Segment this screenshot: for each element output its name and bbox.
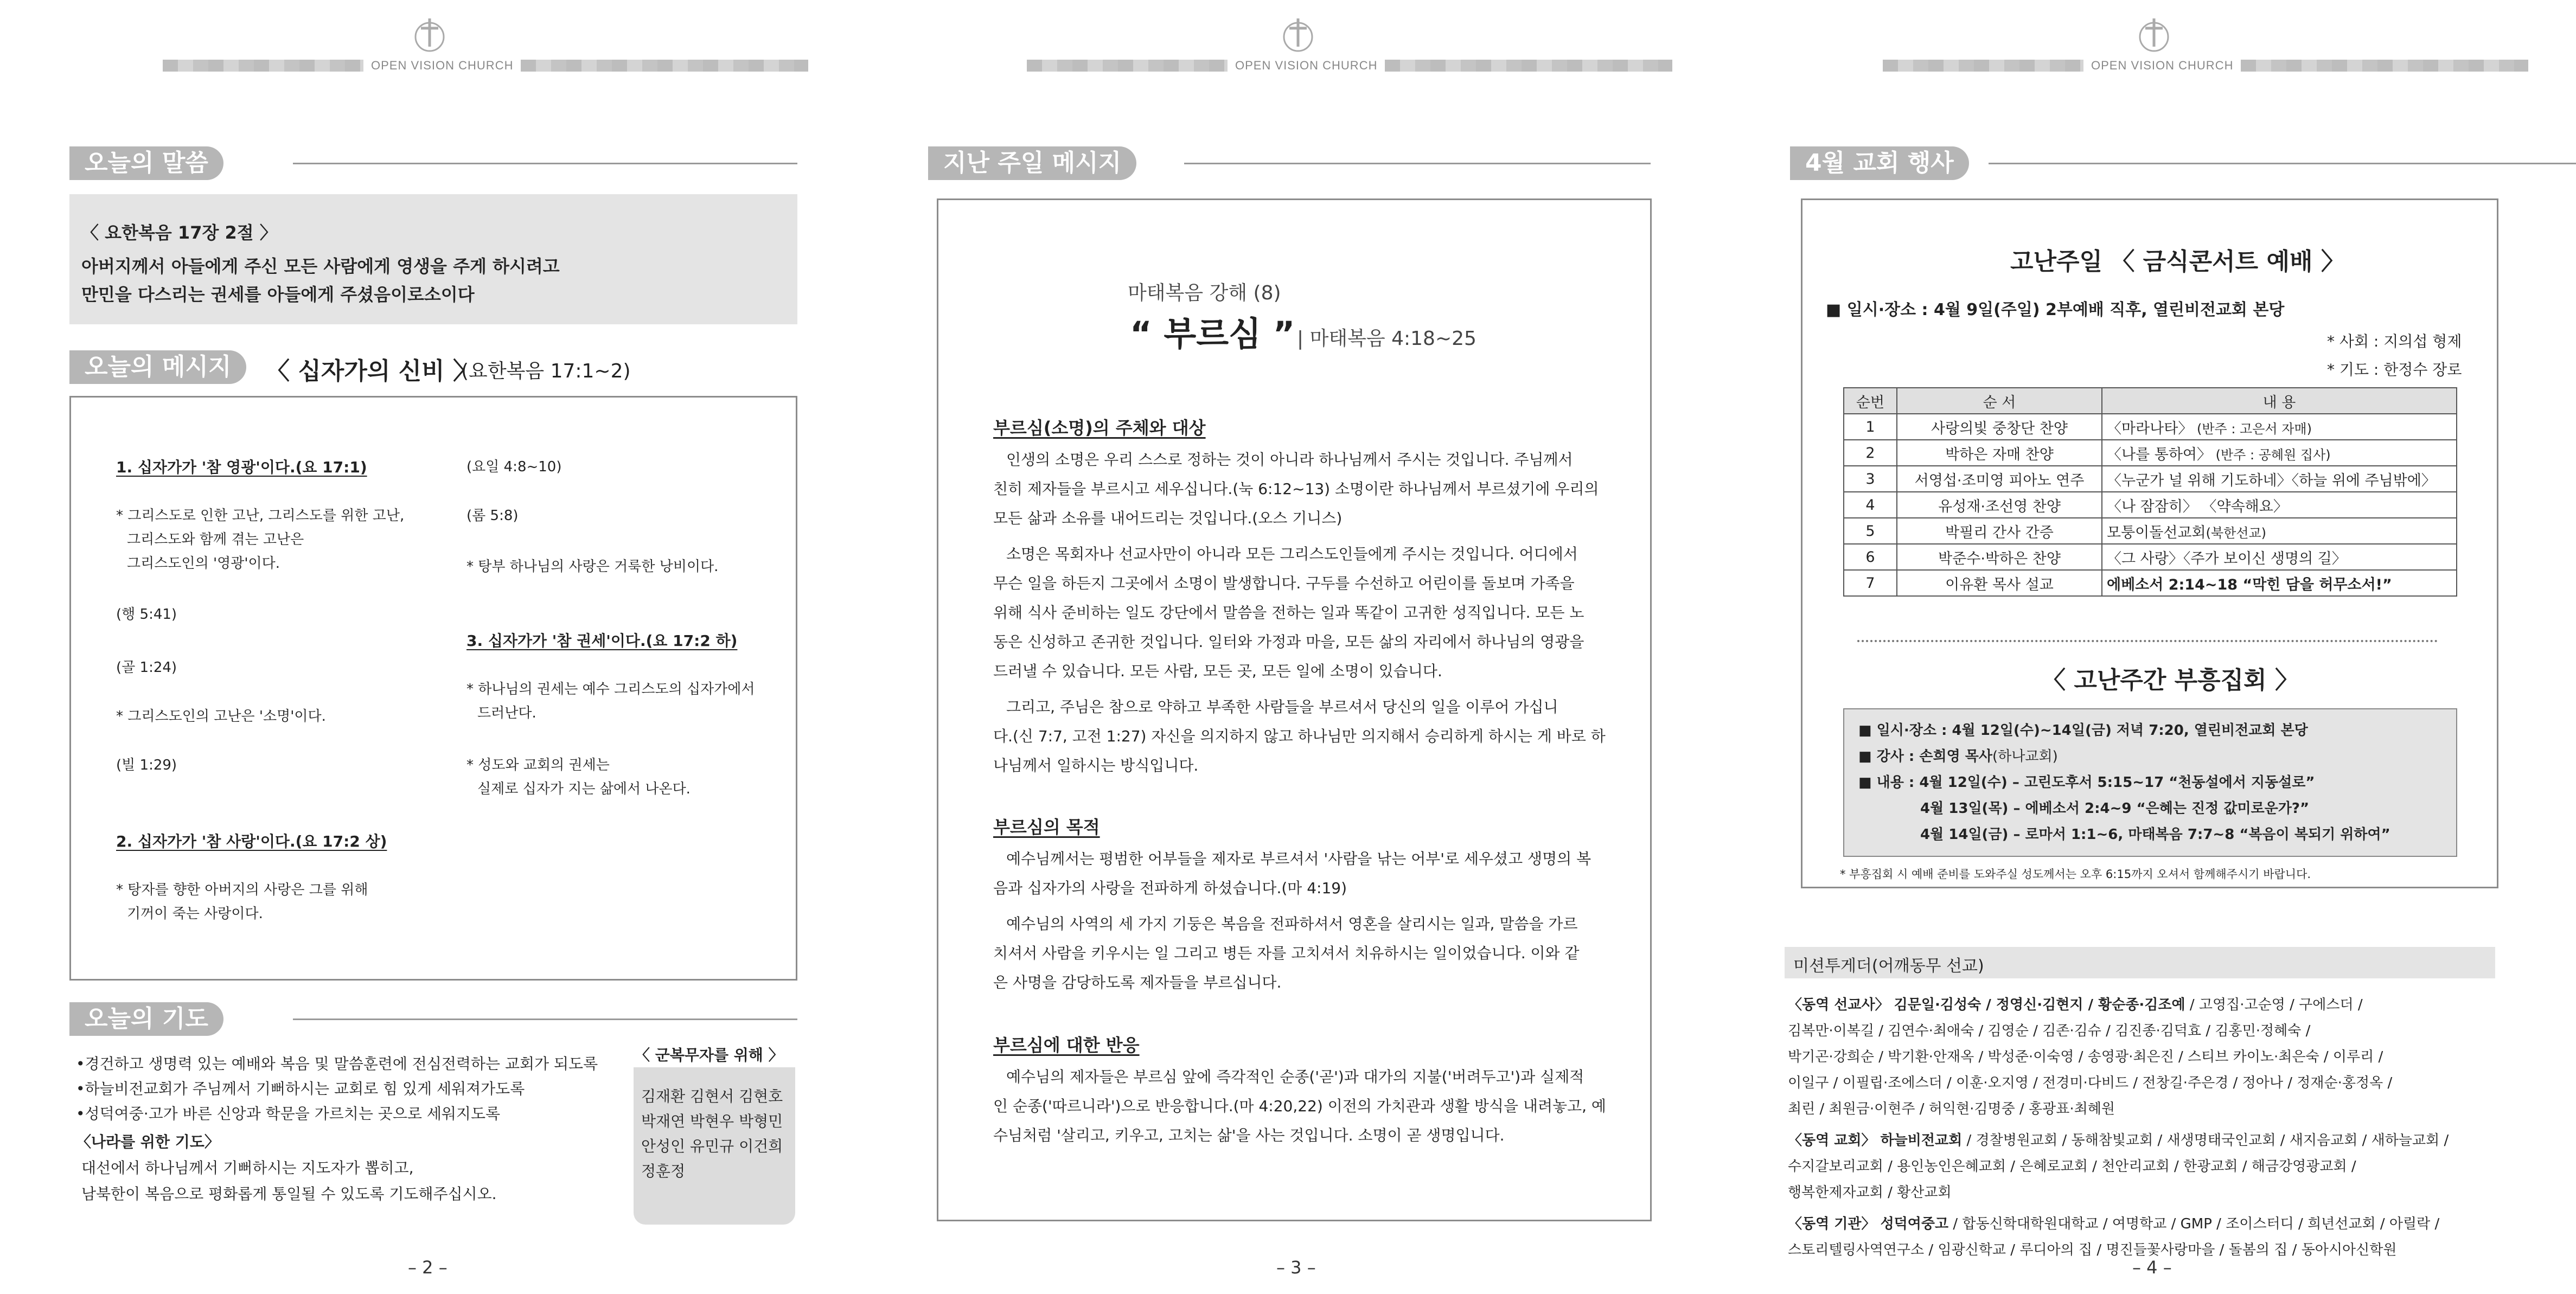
text: 위해 식사 준비하는 일도 강단에서 말씀을 전하는 일과 똑같이 고귀한 성직입니다. 모든 노 [993,604,1584,622]
row-content-main: 〈마라나타〉 [2107,420,2193,437]
mission-churches-head: 〈동역 교회〉 하늘비전교회 [1788,1132,1963,1149]
heading-2: 부르심의 목적 [993,817,1100,837]
message-reference: (요한복음 17:1~2) [461,360,631,382]
point-3-heading: 3. 십자가가 '참 권세'이다.(요 17:2 하) [466,632,738,650]
table-row [1844,466,2457,492]
row-content [2102,466,2457,492]
header-church-name: OPEN VISION CHURCH [2091,59,2234,72]
row-content-note: (반주 : 공혜원 집사) [2211,447,2331,463]
church-logo-icon [1276,14,1320,57]
mission-missionaries-head: 〈동역 선교사〉 김문일·김성숙 / 정영신·김현지 / 황순종·김조예 [1788,997,2185,1013]
scripture-ref: (요일 4:8~10) [466,459,562,475]
nation-prayer-heading: 〈나라를 위한 기도〉 [76,1133,220,1151]
word-reference: 〈 요한복음 17장 2절 〉 [81,222,277,243]
text: 예수님께서는 평범한 어부들을 제자로 부르셔서 '사람을 낚는 어부'로 세우셨고 생명의 복 [1006,850,1591,868]
row-content [2102,440,2457,466]
text: * 하나님의 권세는 예수 그리스도의 십자가에서 [466,681,755,697]
nation-prayer-line-2: 남북한이 복음으로 평화롭게 통일될 수 있도록 기도해주십시오. [81,1185,497,1203]
section-title-april-events: 4월 교회 행사 [1790,146,1969,180]
revival-speaker-name: ■ 강사 : 손희영 목사 [1858,748,1992,765]
sermon-reference: | 마태복음 4:18~25 [1297,328,1476,350]
row-number: 3 [1844,466,1897,492]
word-line-2: 만민을 다스리는 권세를 아들에게 주셨음이로소이다 [81,284,475,305]
program-table [1843,387,2457,597]
soldier-names-3: 안성인 유민규 이건희 [641,1137,783,1155]
page-3 [859,0,1717,1294]
text: 인 순종('따르니라')으로 반응합니다.(마 4:20,22) 이전의 가치관과 생활 방식을 내려놓고, 예 [993,1097,1606,1115]
header-bar [163,59,808,73]
scripture-ref: (빌 1:29) [116,757,177,773]
row-number: 1 [1844,414,1897,440]
row-number: 5 [1844,518,1897,544]
revival-speaker [1858,745,2058,765]
table-row [1844,570,2457,596]
mission-line-10: 스토리텔링사역연구소 / 임광신학교 / 루디아의 집 / 명진들꽃사랑마을 / 돌봄의 집 / 동아시아신학원 [1788,1242,2397,1258]
heading-1: 부르심(소명)의 주체와 대상 [993,418,1206,438]
text: 다.(신 7:7, 고전 1:27) 자신을 의지하지 않고 하나님만 의지해서 승리하게 하시는 게 바로 하 [993,727,1606,745]
revival-note: * 부흥집회 시 예배 준비를 도와주실 성도께서는 오후 6:15까지 오셔서 함께해주시기 바랍니다. [1840,868,2311,881]
text: 그리고, 주님은 참으로 약하고 부족한 사람들을 부르셔서 당신의 일을 이루어 가십니 [1006,698,1558,716]
mission-line-1 [1788,994,2363,1014]
mission-missionaries-rest: / 고영집·고순영 / 구에스더 / [2185,997,2363,1013]
section-title-message: 오늘의 메시지 [69,350,246,384]
point-1-heading: 1. 십자가가 '참 영광'이다.(요 17:1) [116,458,367,476]
mission-line-5: 최린 / 최원금·이현주 / 허익현·김명중 / 홍광표·최혜원 [1788,1101,2115,1117]
row-number: 2 [1844,440,1897,466]
message-sermon-title: 〈 십자가의 신비 〉 [266,357,477,385]
prayer-line-1: •경건하고 생명력 있는 예배와 복음 및 말씀훈련에 전심전력하는 교회가 되도록 [76,1055,598,1073]
dotted-divider [1857,640,2438,642]
mission-orgs-rest: / 합동신학대학원대학교 / 여명학교 / GMP / 조이스터디 / 희년선교회 / 아릴락 / [1948,1216,2440,1232]
sermon-series: 마태복음 강해 (8) [1128,282,1281,304]
soldier-names-4: 정훈정 [641,1162,686,1180]
page-number: – 3 – [1276,1257,1316,1278]
text: 그리스도와 함께 겪는 고난은 [127,531,304,548]
revival-content-2: 4월 13일(목) – 에베소서 2:4~9 “은혜는 진정 값미로운가?” [1920,800,2310,817]
text: 드러난다. [477,705,536,721]
text: 모든 삶과 소유를 내어드리는 것입니다.(오스 기니스) [993,509,1343,527]
revival-content-3: 4월 14일(금) – 로마서 1:1~6, 마태복음 7:7~8 “복음이 복되기 위하여” [1920,827,2390,843]
row-content-main: 〈나 잠잠히〉 〈약속해요〉 [2107,498,2288,515]
row-order: 박필리 간사 간증 [1897,518,2102,544]
mission-title: 미션투게더(어깨동무 선교) [1793,957,1984,976]
mission-line-9 [1788,1213,2439,1233]
scripture-ref: (골 1:24) [116,659,177,676]
table-header-row [1844,388,2457,414]
mission-line-2: 김복만·이복길 / 김연수·최애숙 / 김영순 / 김존·김슈 / 김진종·김덕효 / 김홍민·정혜숙 / [1788,1023,2311,1039]
header-church-name: OPEN VISION CHURCH [371,59,514,72]
header-church-name: OPEN VISION CHURCH [1235,59,1378,72]
row-number: 6 [1844,544,1897,570]
section-title-last-sunday: 지난 주일 메시지 [928,146,1136,180]
divider [1989,163,2576,164]
table-row [1844,414,2457,440]
mission-line-8: 행복한제자교회 / 황산교회 [1788,1184,1952,1201]
mission-orgs-head: 〈동역 기관〉 성덕여중고 [1788,1216,1949,1232]
text: 무슨 일을 하든지 그곳에서 소명이 발생합니다. 구두를 수선하고 어린이를 돌보며 가족을 [993,574,1575,592]
row-content-main: 모퉁이돌선교회 [2107,524,2206,541]
revival-title: 〈 고난주간 부흥집회 〉 [2042,667,2299,694]
text: * 그리스도로 인한 고난, 그리스도를 위한 고난, [116,508,405,524]
column-header: 순번 [1844,388,1897,414]
page-number: – 4 – [2132,1257,2172,1278]
row-order: 서영섭·조미영 피아노 연주 [1897,466,2102,492]
concert-host: * 사회 : 지의섭 형제 [2327,332,2462,350]
row-number: 7 [1844,570,1897,596]
mission-line-6 [1788,1129,2449,1149]
revival-info: ■ 일시·장소 : 4월 12일(수)~14일(금) 저녁 7:20, 열린비전교회 본당 [1858,722,2308,739]
soldier-names-1: 김재환 김현서 김현호 [641,1087,783,1105]
text: * 탕부 하나님의 사랑은 거룩한 낭비이다. [466,559,719,575]
text: 동은 신성하고 존귀한 것입니다. 일터와 가정과 마을, 모든 삶의 자리에서 하나님의 영광을 [993,633,1584,651]
text: 그리스도인의 '영광'이다. [127,555,280,572]
row-content [2102,570,2457,596]
table-row [1844,544,2457,570]
row-order: 박하은 자매 찬양 [1897,440,2102,466]
text: * 그리스도인의 고난은 '소명'이다. [116,708,326,725]
word-line-1: 아버지께서 아들에게 주신 모든 사람에게 영생을 주게 하시려고 [81,256,560,277]
sermon-title: “ 부르심 ” [1130,314,1295,354]
section-title-prayer: 오늘의 기도 [69,1002,223,1036]
row-content [2102,492,2457,518]
soldier-names-2: 박재연 박현우 박형민 [641,1112,783,1130]
concert-title: 고난주일 〈 금식콘서트 예배 〉 [2010,248,2345,276]
text: 친히 제자들을 부르시고 세우십니다.(눅 6:12~13) 소명이란 하나님께서 부르셨기에 우리의 [993,480,1599,498]
point-2-heading: 2. 십자가가 '참 사랑'이다.(요 17:2 상) [116,832,387,850]
header-bar [1027,59,1672,73]
row-content [2102,414,2457,440]
text: 기꺼이 죽는 사랑이다. [127,906,263,922]
section-title-word: 오늘의 말씀 [69,146,223,180]
row-content [2102,544,2457,570]
header-bar [1883,59,2528,73]
text: * 성도와 교회의 권세는 [466,757,610,773]
text: 실제로 십자가 지는 삶에서 나온다. [477,781,691,797]
text: 예수님의 사역의 세 가지 기둥은 복음을 전파하셔서 영혼을 살리시는 일과, 말씀을 가르 [1006,915,1578,933]
text: 나님께서 일하시는 방식입니다. [993,757,1199,774]
church-logo-icon [2132,14,2176,57]
row-order: 유성재·조선영 찬양 [1897,492,2102,518]
scripture-ref: (행 5:41) [116,606,177,623]
page-4 [1717,0,2576,1294]
text: 은 사명을 감당하도록 제자들을 부르십니다. [993,973,1282,991]
mission-line-4: 이일구 / 이필립·조에스더 / 이훈·오지영 / 전경미·다비드 / 전창길·주은경 / 정아나 / 정재순·홍정옥 / [1788,1075,2393,1091]
scripture-ref: (롬 5:8) [466,508,519,524]
page-number: – 2 – [408,1257,448,1278]
concert-prayer: * 기도 : 한정수 장로 [2327,361,2462,379]
row-content-main: 〈누군가 널 위해 기도하네〉〈하늘 위에 주님밖에〉 [2107,472,2436,489]
row-content [2102,518,2457,544]
text: 소명은 목회자나 선교사만이 아니라 모든 그리스도인들에게 주시는 것입니다. 어디에서 [1006,545,1578,563]
row-order: 박준수·박하은 찬양 [1897,544,2102,570]
divider [293,163,797,164]
text: 인생의 소명은 우리 스스로 정하는 것이 아니라 하나님께서 주시는 것입니다. 주님께서 [1006,451,1573,469]
mission-churches-rest: / 경찰병원교회 / 동해참빛교회 / 새생명태국인교회 / 새지음교회 / 새하늘교회 / [1962,1132,2449,1149]
column-header: 순 서 [1897,388,2102,414]
text: 음과 십자가의 사랑을 전파하게 하셨습니다.(마 4:19) [993,879,1347,897]
text: 치셔서 사람을 키우시는 일 그리고 병든 자를 고치셔서 치유하시는 일이었습니다. 이와 같 [993,944,1580,962]
page-2 [0,0,859,1294]
row-content-main: 에베소서 2:14~18 “막힌 담을 허무소서!” [2107,576,2392,593]
row-content-main: 〈나를 통하여〉 [2107,446,2211,463]
row-content-note: (반주 : 고은서 자매) [2193,421,2312,437]
mission-line-7: 수지갈보리교회 / 용인농인은혜교회 / 은혜로교회 / 천안리교회 / 한광교회 / 해금강영광교회 / [1788,1158,2356,1175]
text: 수님처럼 '살리고, 키우고, 고치는 삶'을 사는 것입니다. 소명이 곧 생명입니다. [993,1126,1505,1144]
row-order: 이유환 목사 설교 [1897,570,2102,596]
row-order: 사랑의빛 중창단 찬양 [1897,414,2102,440]
revival-content-1: ■ 내용 : 4월 12일(수) – 고린도후서 5:15~17 “천동설에서 지동설로” [1858,774,2315,791]
table-row [1844,492,2457,518]
table-row [1844,440,2457,466]
column-header: 내 용 [2102,388,2457,414]
row-content-main: 〈그 사랑〉〈주가 보이신 생명의 길〉 [2107,550,2347,567]
soldier-heading: 〈 군복무자를 위해 〉 [635,1046,784,1064]
heading-3: 부르심에 대한 반응 [993,1035,1140,1055]
text: 예수님의 제자들은 부르심 앞에 즉각적인 순종('곧')과 대가의 지불('버려두고')과 실제적 [1006,1068,1584,1086]
revival-speaker-church: (하나교회) [1992,748,2058,765]
divider [1184,163,1651,164]
table-row [1844,518,2457,544]
concert-info: ■ 일시·장소 : 4월 9일(주일) 2부예배 직후, 열린비전교회 본당 [1826,300,2285,319]
mission-line-3: 박기곤·강희순 / 박기환·안재옥 / 박성준·이숙영 / 송영광·최은진 / 스티브 카이노·최은숙 / 이루리 / [1788,1049,2383,1065]
nation-prayer-line-1: 대선에서 하나님께서 기뻐하시는 지도자가 뽑히고, [81,1159,414,1177]
prayer-line-2: •하늘비전교회가 주님께서 기뻐하시는 교회로 힘 있게 세워져가도록 [76,1080,525,1098]
divider [293,1018,797,1020]
row-number: 4 [1844,492,1897,518]
church-logo-icon [408,14,451,57]
text: * 탕자를 향한 아버지의 사랑은 그를 위해 [116,882,368,898]
row-content-note: (북한선교) [2206,525,2267,541]
prayer-line-3: •성덕여중·고가 바른 신앙과 학문을 가르치는 곳으로 세워지도록 [76,1105,501,1123]
text: 드러낼 수 있습니다. 모든 사람, 모든 곳, 모든 일에 소명이 있습니다. [993,662,1442,680]
